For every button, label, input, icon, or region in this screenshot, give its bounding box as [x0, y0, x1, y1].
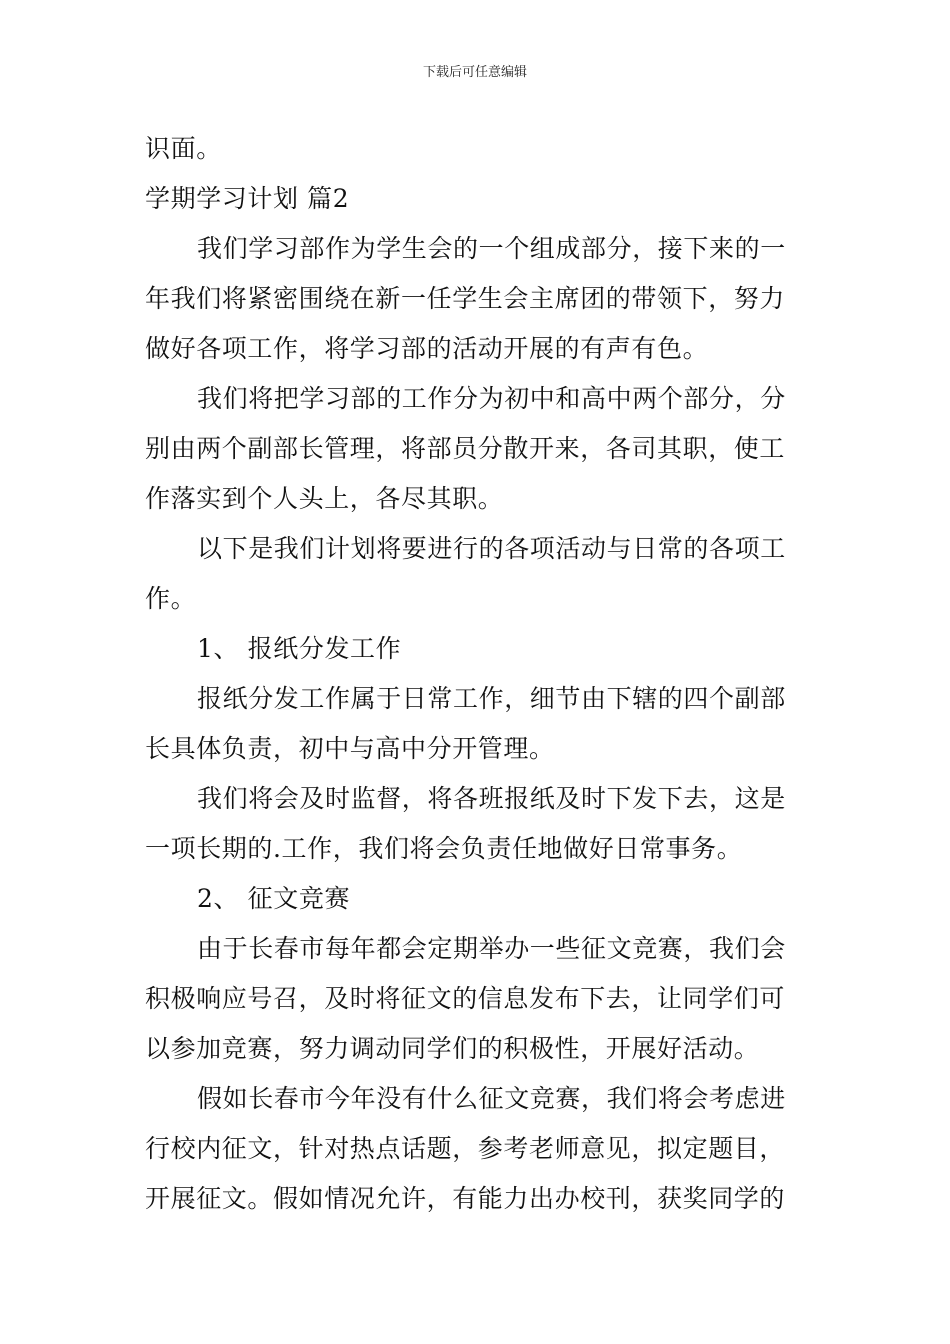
text-line: 开展征文。假如情况允许，有能力出办校刊，获奖同学的: [145, 1184, 786, 1213]
text-line: 我们学习部作为学生会的一个组成部分，接下来的一: [197, 234, 786, 263]
section-title: 学期学习计划 篇2: [145, 184, 350, 213]
text-line: 作。: [145, 584, 197, 613]
text-line: 识面。: [145, 134, 222, 163]
text-line: 积极响应号召，及时将征文的信息发布下去，让同学们可: [145, 984, 786, 1013]
list-heading: 2、 征文竞赛: [197, 884, 351, 913]
text-line: 我们将把学习部的工作分为初中和高中两个部分，分: [197, 384, 786, 413]
text-line: 假如长春市今年没有什么征文竞赛，我们将会考虑进: [197, 1084, 786, 1113]
text-line: 作落实到个人头上，各尽其职。: [145, 484, 504, 513]
text-line: 由于长春市每年都会定期举办一些征文竞赛，我们会: [197, 934, 786, 963]
text-line: 报纸分发工作属于日常工作，细节由下辖的四个副部: [197, 684, 786, 713]
text-line: 我们将会及时监督，将各班报纸及时下发下去，这是: [197, 784, 786, 813]
page-header: 下载后可任意编辑: [422, 65, 527, 80]
text-line: 以下是我们计划将要进行的各项活动与日常的各项工: [197, 534, 786, 563]
text-line: 以参加竞赛，努力调动同学们的积极性，开展好活动。: [145, 1034, 760, 1063]
list-heading: 1、 报纸分发工作: [197, 634, 402, 663]
text-line: 年我们将紧密围绕在新一任学生会主席团的带领下，努力: [145, 284, 786, 313]
text-line: 长具体负责，初中与高中分开管理。: [145, 734, 555, 763]
document-body: [145, 124, 810, 1224]
text-line: 行校内征文，针对热点话题，参考老师意见，拟定题目，: [145, 1134, 786, 1163]
text-line: 别由两个副部长管理，将部员分散开来，各司其职，使工: [145, 434, 786, 463]
text-line: 做好各项工作，将学习部的活动开展的有声有色。: [145, 334, 709, 363]
text-line: 一项长期的.工作，我们将会负责任地做好日常事务。: [145, 834, 743, 863]
